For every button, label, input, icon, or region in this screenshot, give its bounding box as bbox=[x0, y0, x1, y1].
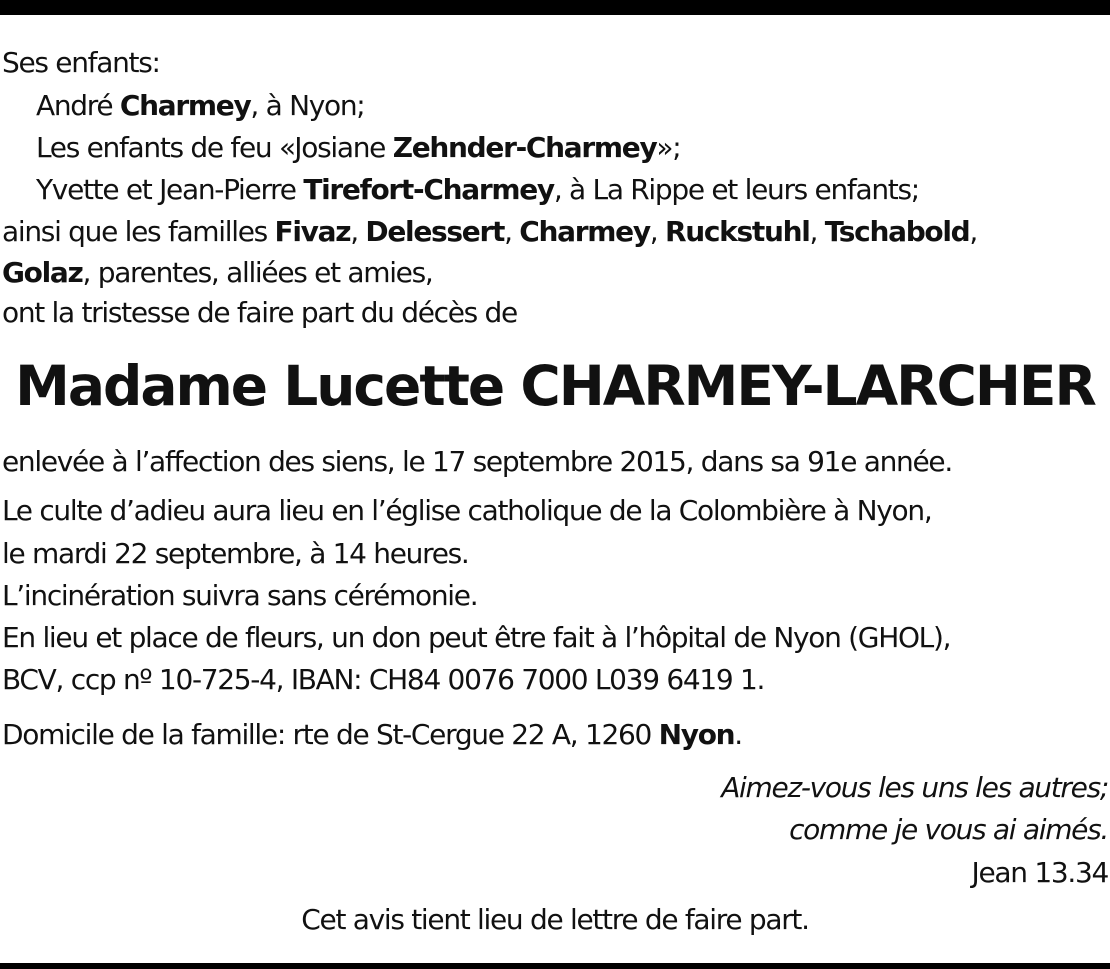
bottom-rule bbox=[0, 963, 1110, 969]
line-culte-1: Le culte d’adieu aura lieu en l’église catholique de la Colombière à Nyon, bbox=[2, 494, 932, 527]
deceased-name: Madame Lucette CHARMEY-LARCHER bbox=[15, 354, 1095, 418]
line-families bbox=[2, 213, 977, 251]
family-sep: , bbox=[350, 215, 366, 248]
line-josiane bbox=[36, 129, 680, 167]
line-andre bbox=[36, 87, 364, 125]
line-josiane-pre: Les enfants de feu «Josiane bbox=[36, 131, 393, 164]
line-golaz-post: , parentes, alliées et amies, bbox=[82, 256, 433, 289]
line-andre-pre: André bbox=[36, 89, 120, 122]
line-enlevee: enlevée à l’affection des siens, le 17 septembre 2015, dans sa 91e année. bbox=[2, 445, 952, 478]
line-tristesse: ont la tristesse de faire part du décès de bbox=[2, 296, 517, 329]
line-incineration: L’incinération suivra sans cérémonie. bbox=[2, 579, 478, 612]
family-sep: , bbox=[649, 215, 665, 248]
line-domicile bbox=[2, 716, 742, 754]
verse-reference: Jean 13.34 bbox=[971, 856, 1108, 889]
line-josiane-post: »; bbox=[656, 131, 681, 164]
family-name: Charmey bbox=[519, 215, 650, 248]
footer-note: Cet avis tient lieu de lettre de faire part. bbox=[301, 903, 809, 936]
line-yvette-pre: Yvette et Jean-Pierre bbox=[36, 173, 304, 206]
family-name: Ruckstuhl bbox=[664, 215, 810, 248]
line-josiane-name: Zehnder-Charmey bbox=[392, 131, 657, 164]
line-golaz bbox=[2, 254, 432, 292]
line-domicile-pre: Domicile de la famille: rte de St-Cergue 22 A, 1260 bbox=[2, 718, 659, 751]
line-don: En lieu et place de fleurs, un don peut être fait à l’hôpital de Nyon (GHOL), bbox=[2, 621, 951, 654]
verse-line-1: Aimez-vous les uns les autres; bbox=[721, 771, 1108, 804]
family-name: Tschabold bbox=[824, 215, 970, 248]
family-sep: , bbox=[809, 215, 825, 248]
line-andre-name: Charmey bbox=[119, 89, 251, 122]
line-yvette-post: , à La Rippe et leurs enfants; bbox=[553, 173, 919, 206]
line-yvette bbox=[36, 171, 919, 209]
family-sep: , bbox=[504, 215, 520, 248]
line-yvette-name: Tirefort-Charmey bbox=[303, 173, 554, 206]
line-andre-post: , à Nyon; bbox=[250, 89, 365, 122]
line-golaz-name: Golaz bbox=[2, 256, 83, 289]
line-culte-2: le mardi 22 septembre, à 14 heures. bbox=[2, 537, 469, 570]
line-bcv: BCV, ccp nº 10-725-4, IBAN: CH84 0076 7000 L039 6419 1. bbox=[2, 663, 765, 696]
family-name: Delessert bbox=[365, 215, 505, 248]
line-domicile-post: . bbox=[734, 718, 742, 751]
line-families-pre: ainsi que les familles bbox=[2, 215, 275, 248]
intro-line: Ses enfants: bbox=[2, 46, 160, 79]
family-end: , bbox=[969, 215, 978, 248]
top-rule bbox=[0, 0, 1110, 15]
family-name: Fivaz bbox=[274, 215, 351, 248]
line-domicile-town: Nyon bbox=[658, 718, 735, 751]
verse-line-2: comme je vous ai aimés. bbox=[789, 813, 1108, 846]
